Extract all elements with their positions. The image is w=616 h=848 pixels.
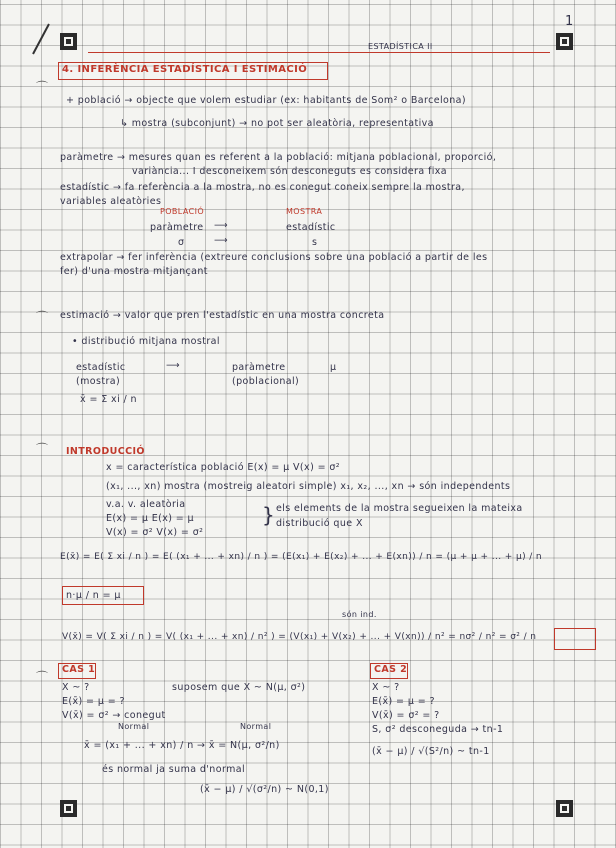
xbar-definition: x̄ = Σ xi / n <box>80 394 137 405</box>
normal-note-1: Normal <box>118 722 150 731</box>
binder-hook: ⌒ <box>36 310 49 324</box>
text-line-mostra: ↳ mostra (subconjunt) → no pot ser aleatòria, representativa <box>120 118 434 129</box>
intro-line-4a: E(x) = μ E(x) = μ <box>106 513 194 524</box>
cas1-sum: x̄ = (x₁ + ... + xn) / n → x̄ = N(μ, σ²/n) <box>84 740 280 751</box>
subject-header: ESTADÍSTICA II <box>368 42 433 51</box>
binder-hook: ⌒ <box>36 80 49 94</box>
expectation-result-box <box>62 586 144 605</box>
corner-marker-top-left <box>60 33 77 50</box>
supossem-text: suposem que X ~ N(μ, σ²) <box>172 682 306 693</box>
intro-line-3b: els elements de la mostra segueixen la mateixa <box>276 503 523 514</box>
binder-hook: ⌒ <box>36 442 49 456</box>
text-line-parametre-2: variància... I desconeixem són desconeguts es considera fixa <box>132 166 448 177</box>
corner-marker-top-right <box>556 33 573 50</box>
parametre-pob-label: paràmetre <box>232 362 286 373</box>
cas2-line-a: X ~ ? <box>372 682 400 693</box>
t-formula: (x̄ − μ) / √(S²/n) ~ tn-1 <box>372 746 490 757</box>
cas2-label: CAS 2 <box>374 664 408 675</box>
variance-result-box <box>554 628 596 650</box>
distribucio-bullet: • distribució mitjana mostral <box>72 336 220 347</box>
text-line-poblacio: + població → objecte que volem estudiar (ex: habitants de Som² o Barcelona) <box>66 95 466 106</box>
text-line-parametre: paràmetre → mesures quan es referent a la població: mitjana poblacional, proporció, <box>60 152 497 163</box>
poblacio-heading: POBLACIÓ <box>160 207 205 216</box>
cas1-label: CAS 1 <box>62 664 96 675</box>
parametre-label: paràmetre <box>150 222 204 233</box>
estadistic-mostra-label: estadístic <box>76 362 126 373</box>
corner-marker-bottom-left <box>60 800 77 817</box>
section-title: 4. INFERÈNCIA ESTADÍSTICA I ESTIMACIÓ <box>62 64 308 75</box>
arrow: ⟶ <box>214 220 229 231</box>
mostra-paren-label: (mostra) <box>76 376 121 387</box>
normal-note-2: Normal <box>240 722 272 731</box>
s-symbol: s <box>312 237 318 248</box>
cas1-line-b: E(x̄) = μ = ? <box>62 696 125 707</box>
text-line-estadistic-2: variables aleatòries <box>60 196 162 207</box>
arrow: ⟶ <box>214 235 229 246</box>
variance-equation: V(x̄) = V( Σ xi / n ) = V( (x₁ + ... + xn) / n² ) = (V(x₁) + V(x₂) + ... + V(xn)) / n² = nσ² / n² = σ² / n <box>62 632 537 642</box>
header-line <box>88 52 550 53</box>
text-line-extrapolar-2: fer) d'una mostra mitjançant <box>60 266 208 277</box>
expectation-result: n·μ / n = μ <box>66 590 121 601</box>
introduccio-heading: INTRODUCCIÓ <box>66 446 145 457</box>
mostra-heading: MOSTRA <box>286 207 323 216</box>
cas1-line-a: X ~ ? <box>62 682 90 693</box>
poblacional-label: (poblacional) <box>232 376 300 387</box>
intro-line-5a: V(x) = σ² V(x) = σ² <box>106 527 204 538</box>
text-line-estadistic: estadístic → fa referència a la mostra, no es conegut coneix sempre la mostra, <box>60 182 465 193</box>
cas2-line-d: S, σ² desconeguda → tn-1 <box>372 724 504 735</box>
text-line-estimacio: estimació → valor que pren l'estadístic en una mostra concreta <box>60 310 385 321</box>
binder-hook: ⌒ <box>36 670 49 684</box>
page-number: 1 <box>565 14 574 29</box>
suma-normal-note: és normal ja suma d'normal <box>102 764 245 775</box>
estadistic-label: estadístic <box>286 222 336 233</box>
cas1-line-c: V(x̄) = σ² → conegut <box>62 710 166 721</box>
expectation-equation: E(x̄) = E( Σ xi / n ) = E( (x₁ + ... + xn) / n ) = (E(x₁) + E(x₂) + ... + E(xn)) / n = (μ + μ + ... + μ) / n <box>60 552 543 562</box>
arrow: ⟶ <box>166 360 181 371</box>
cas2-line-b: E(x̄) = μ = ? <box>372 696 435 707</box>
margin-slash <box>32 24 50 55</box>
intro-line-2: (x₁, ..., xn) mostra (mostreig aleatori simple) x₁, x₂, ..., xn → són independents <box>106 481 511 492</box>
mu-symbol: μ <box>330 362 337 373</box>
corner-marker-bottom-right <box>556 800 573 817</box>
intro-line-1: x = característica població E(x) = μ V(x) = σ² <box>106 462 341 473</box>
son-independents-note: són ind. <box>342 610 377 619</box>
sigma-symbol: σ <box>178 237 185 248</box>
intro-line-3a: v.a. v. aleatòria <box>106 499 186 510</box>
z-formula: (x̄ − μ) / √(σ²/n) ~ N(0,1) <box>200 784 329 795</box>
cas2-line-c: V(x̄) = σ² = ? <box>372 710 440 721</box>
brace: } <box>262 503 276 527</box>
text-line-extrapolar: extrapolar → fer inferència (extreure conclusions sobre una població a partir de les <box>60 252 488 263</box>
intro-line-4b: distribució que X <box>276 518 363 529</box>
